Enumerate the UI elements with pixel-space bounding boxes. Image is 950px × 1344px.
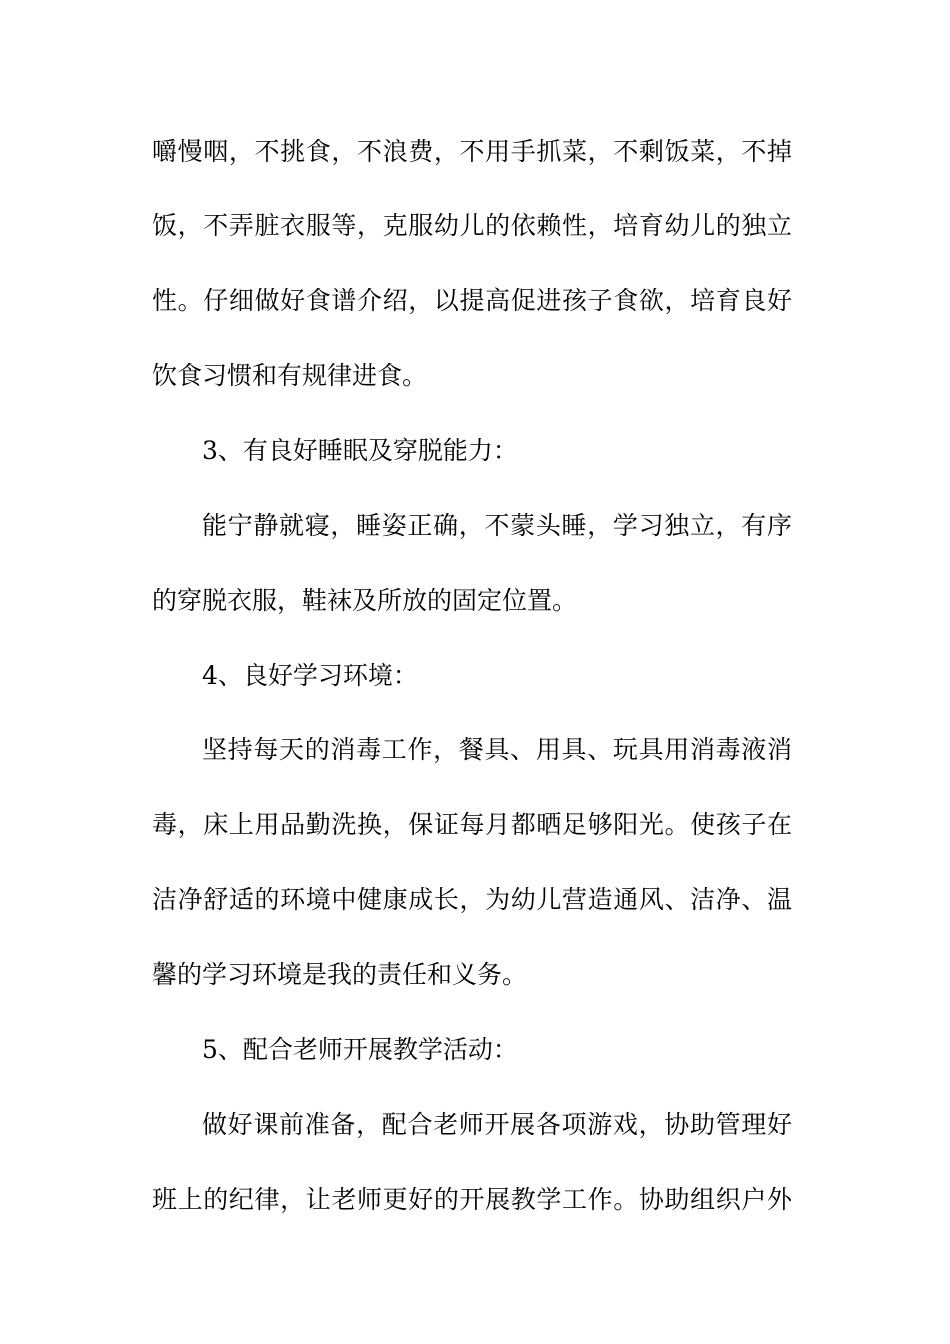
paragraph-line-10: 毒，床上用品勤洗换，保证每月都晒足够阳光。使孩子在 bbox=[152, 810, 792, 839]
paragraph-line-3: 性。仔细做好食谱介绍，以提高促进孩子食欲，培育良好 bbox=[152, 286, 792, 315]
paragraph-line-12: 馨的学习环境是我的责任和义务。 bbox=[152, 960, 528, 989]
paragraph-line-4: 饮食习惯和有规律进食。 bbox=[152, 361, 428, 390]
section-heading-3: 3、有良好睡眠及穿脱能力： bbox=[202, 436, 518, 465]
paragraph-line-11: 洁净舒适的环境中健康成长，为幼儿营造通风、洁净、温 bbox=[152, 885, 792, 914]
paragraph-line-9: 坚持每天的消毒工作，餐具、用具、玩具用消毒液消 bbox=[202, 735, 792, 764]
paragraph-line-7: 的穿脱衣服，鞋袜及所放的固定位置。 bbox=[152, 586, 578, 615]
paragraph-line-6: 能宁静就寝，睡姿正确，不蒙头睡，学习独立，有序 bbox=[202, 511, 792, 540]
section-heading-4: 4、良好学习环境： bbox=[202, 661, 418, 690]
paragraph-line-2: 饭，不弄脏衣服等，克服幼儿的依赖性，培育幼儿的独立 bbox=[152, 211, 792, 240]
section-heading-5: 5、配合老师开展教学活动： bbox=[202, 1035, 518, 1064]
paragraph-line-14: 做好课前准备，配合老师开展各项游戏，协助管理好 bbox=[202, 1110, 792, 1139]
paragraph-line-1: 嚼慢咽，不挑食，不浪费，不用手抓菜，不剩饭菜，不掉 bbox=[152, 137, 792, 166]
paragraph-line-15: 班上的纪律，让老师更好的开展教学工作。协助组织户外 bbox=[152, 1185, 792, 1214]
